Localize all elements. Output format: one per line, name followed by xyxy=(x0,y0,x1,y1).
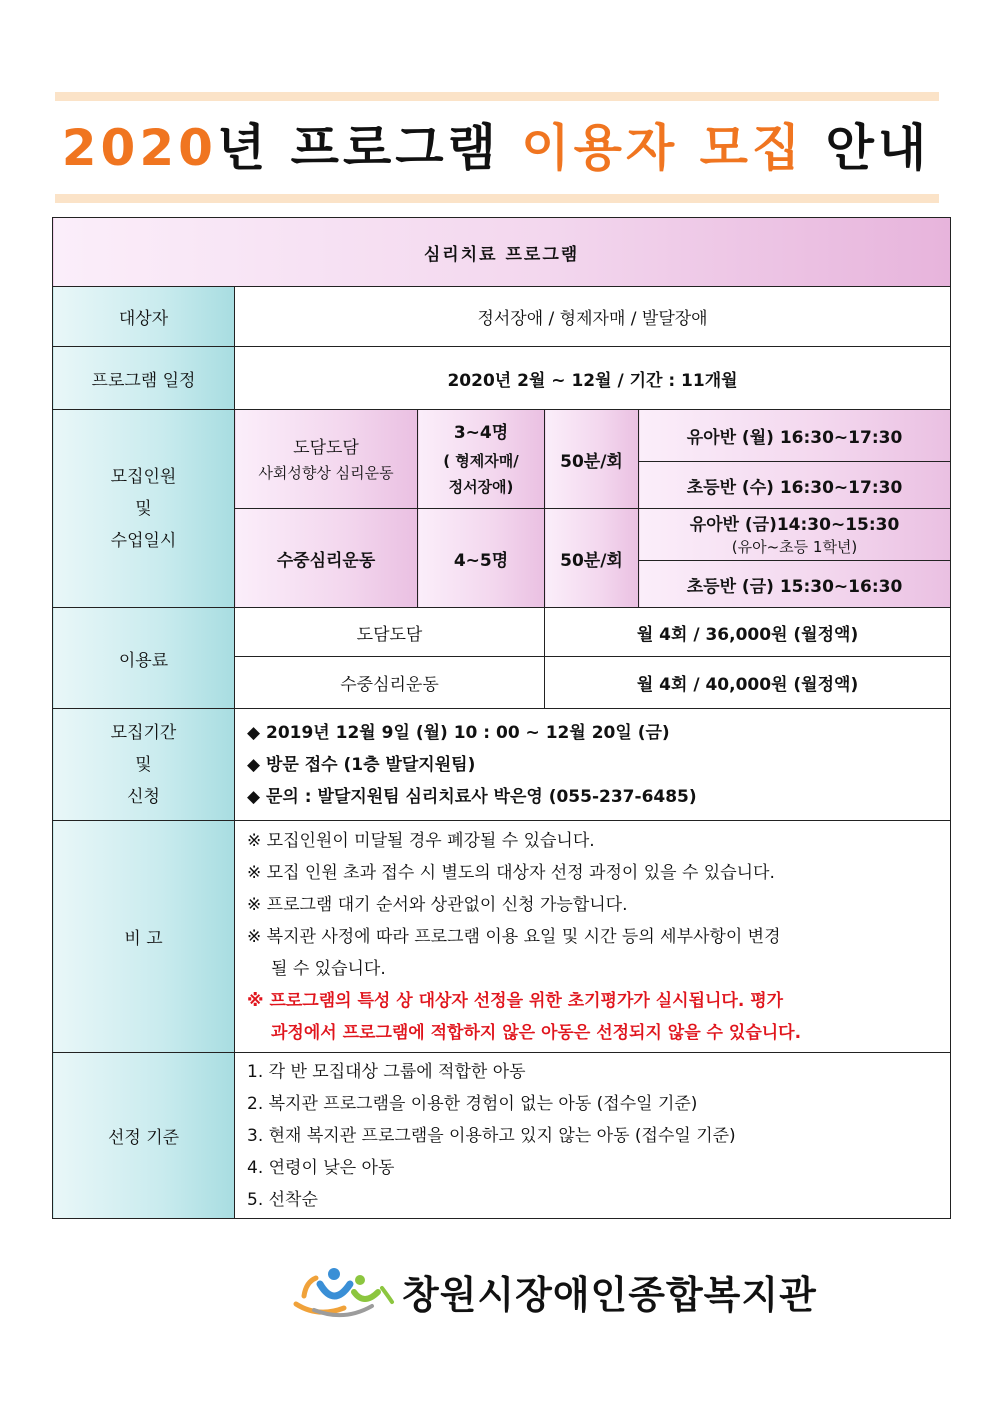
organization-name: 창원시장애인종합복지관 xyxy=(402,1273,817,1317)
organization-logo xyxy=(292,1262,817,1322)
remark-item: ※ 모집 인원 초과 접수 시 별도의 대상자 선정 과정이 있을 수 있습니다. xyxy=(247,862,775,883)
fee-program: 도담도담 xyxy=(235,608,545,657)
class-slot: 유아반 (금)14:30~15:30 (유아~초등 1학년) xyxy=(639,509,951,561)
criteria-item: 1. 각 반 모집대상 그룹에 적합한 아동 xyxy=(247,1061,526,1082)
target-label: 대상자 xyxy=(53,287,235,347)
page-title: 2020년 프로그램 이용자 모집 안내 xyxy=(61,119,931,177)
fee-price: 월 4회 / 36,000원 (월정액) xyxy=(545,608,951,657)
aqua-people: 4~5명 xyxy=(418,509,545,608)
remarks-details xyxy=(235,821,951,1053)
fee-price: 월 4회 / 40,000원 (월정액) xyxy=(545,657,951,709)
target-value: 정서장애 / 형제자매 / 발달장애 xyxy=(235,287,951,347)
bottom-decor-band xyxy=(55,194,939,203)
program-info-table xyxy=(52,217,951,1219)
class-slot: 초등반 (금) 15:30~16:30 xyxy=(639,561,951,608)
aqua-duration: 50분/회 xyxy=(545,509,639,608)
schedule-label: 프로그램 일정 xyxy=(53,347,235,410)
remark-warning: 과정에서 프로그램에 적합하지 않은 아동은 선정되지 않을 수 있습니다. xyxy=(271,1022,802,1043)
program-dodam: 도담도담 사회성향상 심리운동 xyxy=(235,410,418,509)
fee-program: 수중심리운동 xyxy=(235,657,545,709)
recruit-label: 모집인원 및 수업일시 xyxy=(53,410,235,608)
apply-item: ◆ 2019년 12월 9일 (월) 10 : 00 ~ 12월 20일 (금) xyxy=(247,722,670,743)
apply-label: 모집기간 및 신청 xyxy=(53,709,235,821)
class-slot: 유아반 (월) 16:30~17:30 xyxy=(639,410,951,462)
remarks-label: 비 고 xyxy=(53,821,235,1053)
remark-continuation: 될 수 있습니다. xyxy=(271,958,386,979)
remark-warning: ※ 프로그램의 특성 상 대상자 선정을 위한 초기평가가 실시됩니다. 평가 xyxy=(247,990,784,1011)
schedule-value: 2020년 2월 ~ 12월 / 기간 : 11개월 xyxy=(235,347,951,410)
criteria-details xyxy=(235,1053,951,1219)
remark-item: ※ 복지관 사정에 따라 프로그램 이용 요일 및 시간 등의 세부사항이 변경 xyxy=(247,926,781,947)
apply-item: ◆ 방문 접수 (1층 발달지원팀) xyxy=(247,754,476,775)
criteria-item: 2. 복지관 프로그램을 이용한 경험이 없는 아동 (접수일 기준) xyxy=(247,1093,698,1114)
criteria-item: 5. 선착순 xyxy=(247,1189,318,1210)
class-slot: 초등반 (수) 16:30~17:30 xyxy=(639,462,951,509)
top-decor-band xyxy=(55,92,939,101)
dodam-duration: 50분/회 xyxy=(545,410,639,509)
apply-details xyxy=(235,709,951,821)
program-name-header: 심리치료 프로그램 xyxy=(53,218,951,287)
program-aqua: 수중심리운동 xyxy=(235,509,418,608)
remark-item: ※ 모집인원이 미달될 경우 폐강될 수 있습니다. xyxy=(247,830,595,851)
dodam-people: 3~4명 ( 형제자매/ 정서장애) xyxy=(418,410,545,509)
apply-item: ◆ 문의 : 발달지원팀 심리치료사 박은영 (055-237-6485) xyxy=(247,786,697,807)
logo-emblem-icon xyxy=(292,1262,397,1320)
criteria-item: 4. 연령이 낮은 아동 xyxy=(247,1157,395,1178)
criteria-item: 3. 현재 복지관 프로그램을 이용하고 있지 않는 아동 (접수일 기준) xyxy=(247,1125,736,1146)
remark-item: ※ 프로그램 대기 순서와 상관없이 신청 가능합니다. xyxy=(247,894,628,915)
fee-label: 이용료 xyxy=(53,608,235,709)
criteria-label: 선정 기준 xyxy=(53,1053,235,1219)
